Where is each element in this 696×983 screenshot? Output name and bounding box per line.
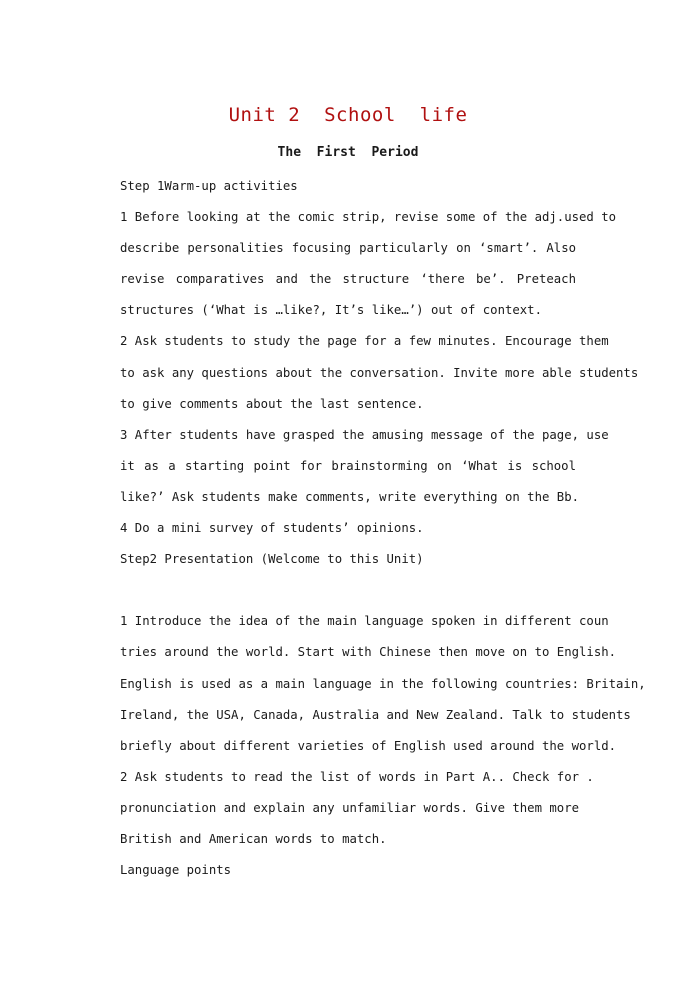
- paragraph-line: to ask any questions about the conversation. Invite more able students: [120, 365, 639, 380]
- paragraph-line: it as a starting point for brainstorming on ‘What is school: [120, 458, 576, 473]
- paragraph-line: tries around the world. Start with Chinese then move on to English.: [120, 645, 617, 660]
- paragraph-line: Step2 Presentation (Welcome to this Unit): [120, 552, 424, 567]
- paragraph-line: 1 Introduce the idea of the main language spoken in different coun: [120, 614, 609, 629]
- blank-line: [120, 578, 576, 609]
- document-body: [120, 174, 646, 889]
- paragraph-line: Language points: [120, 863, 232, 878]
- document-title: Unit 2 School life: [228, 104, 468, 126]
- paragraph-line: Step 1Warm-up activities: [120, 179, 298, 193]
- paragraph-line: briefly about different varieties of English used around the world.: [120, 738, 617, 753]
- paragraph-line: structures (‘What is …like?, It’s like…’) out of context.: [120, 303, 542, 318]
- paragraph-line: revise comparatives and the structure ‘there be’. Preteach: [120, 272, 576, 287]
- paragraph-line: to give comments about the last sentence.: [120, 396, 424, 411]
- paragraph-line: British and American words to match.: [120, 831, 387, 846]
- paragraph-line: 3 After students have grasped the amusing message of the page, use: [120, 427, 609, 442]
- paragraph-line: pronunciation and explain any unfamiliar words. Give them more: [120, 800, 580, 815]
- paragraph-line: Ireland, the USA, Canada, Australia and New Zealand. Talk to students: [120, 707, 631, 722]
- paragraph-line: 4 Do a mini survey of students’ opinions.: [120, 521, 424, 536]
- paragraph-line: 2 Ask students to read the list of words in Part A.. Check for .: [120, 769, 594, 784]
- document-subtitle: The First Period: [277, 145, 419, 160]
- paragraph-line: English is used as a main language in the following countries: Britain,: [120, 676, 646, 691]
- paragraph-line: 2 Ask students to study the page for a few minutes. Encourage them: [120, 334, 609, 349]
- paragraph-line: describe personalities focusing particularly on ‘smart’. Also: [120, 241, 576, 256]
- paragraph-line: like?’ Ask students make comments, write everything on the Bb.: [120, 489, 580, 504]
- paragraph-line: 1 Before looking at the comic strip, revise some of the adj.used to: [120, 210, 617, 225]
